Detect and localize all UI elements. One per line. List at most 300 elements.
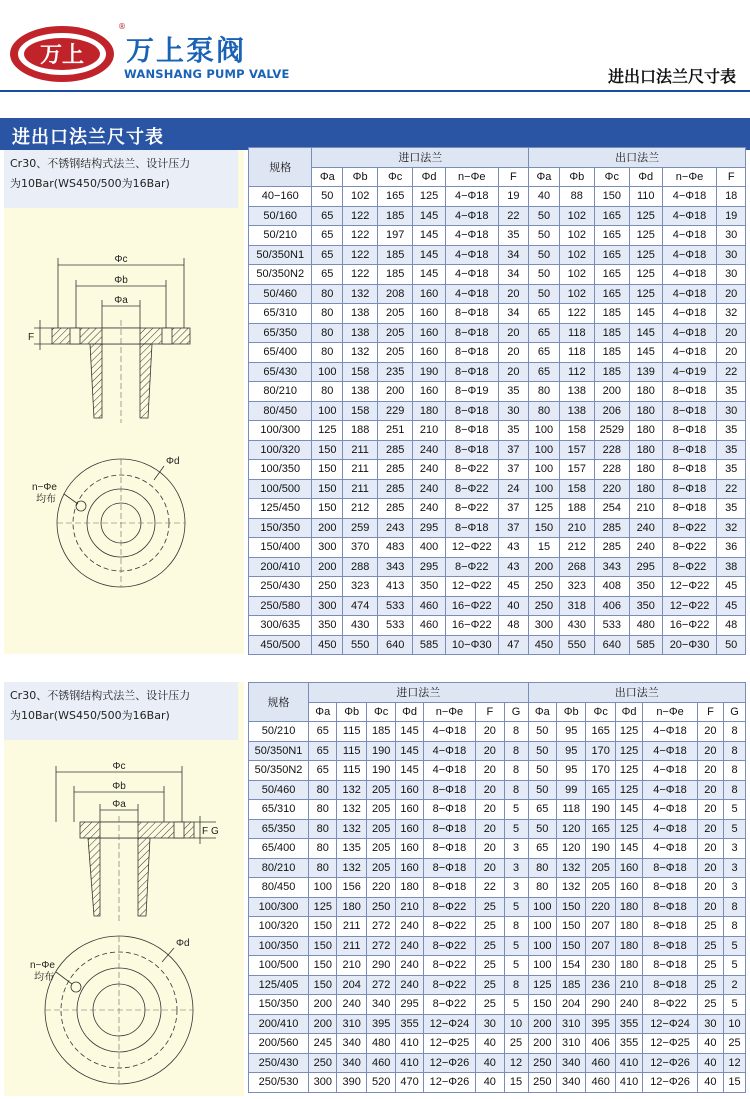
table-row bbox=[249, 362, 746, 382]
diagram2-phi-c: Φc bbox=[112, 761, 126, 772]
value-cell: 50 bbox=[529, 284, 560, 304]
value-cell: 132 bbox=[337, 780, 366, 800]
value-cell: 8−Φ22 bbox=[445, 460, 498, 480]
value-cell: 430 bbox=[343, 616, 378, 636]
value-cell: 4−Φ18 bbox=[662, 226, 717, 246]
value-cell: 8 bbox=[504, 741, 528, 761]
value-cell: 243 bbox=[378, 518, 413, 538]
value-cell: 310 bbox=[337, 1014, 366, 1034]
value-cell: 110 bbox=[629, 187, 662, 207]
value-cell: 165 bbox=[594, 284, 629, 304]
value-cell: 8−Φ18 bbox=[643, 975, 698, 995]
value-cell: 40 bbox=[476, 1073, 504, 1093]
value-cell: 150 bbox=[556, 936, 585, 956]
value-cell: 35 bbox=[717, 460, 746, 480]
value-cell: 100 bbox=[529, 421, 560, 441]
value-cell: 450 bbox=[312, 635, 343, 655]
value-cell: 65 bbox=[309, 741, 337, 761]
value-cell: 190 bbox=[366, 761, 395, 781]
value-cell: 410 bbox=[615, 1073, 642, 1093]
value-cell: 3 bbox=[724, 858, 746, 878]
value-cell: 205 bbox=[378, 304, 413, 324]
spec-cell: 65/430 bbox=[249, 362, 312, 382]
flange-diagram-2 bbox=[4, 740, 244, 1096]
spec-cell: 50/350N2 bbox=[249, 265, 312, 285]
value-cell: 185 bbox=[378, 245, 413, 265]
diagram2-f: F bbox=[202, 826, 209, 837]
value-cell: 8−Φ18 bbox=[445, 362, 498, 382]
value-cell: 200 bbox=[312, 518, 343, 538]
value-cell: 185 bbox=[556, 975, 585, 995]
value-cell: 34 bbox=[498, 265, 529, 285]
value-cell: 180 bbox=[413, 401, 446, 421]
value-cell: 250 bbox=[528, 1053, 556, 1073]
table-row bbox=[249, 936, 746, 956]
value-cell: 160 bbox=[413, 343, 446, 363]
table1-note bbox=[4, 150, 238, 208]
table-row bbox=[249, 284, 746, 304]
value-cell: 25 bbox=[476, 917, 504, 937]
value-cell: 310 bbox=[556, 1034, 585, 1054]
table-row bbox=[249, 858, 746, 878]
value-cell: 20 bbox=[697, 780, 723, 800]
value-cell: 47 bbox=[498, 635, 529, 655]
value-cell: 20 bbox=[498, 284, 529, 304]
value-cell: 285 bbox=[378, 440, 413, 460]
value-cell: 100 bbox=[312, 401, 343, 421]
table1-inlet-header: 进口法兰 bbox=[312, 148, 529, 168]
value-cell: 4−Φ18 bbox=[445, 226, 498, 246]
value-cell: 205 bbox=[366, 819, 395, 839]
value-cell: 323 bbox=[343, 577, 378, 597]
value-cell: 160 bbox=[396, 800, 423, 820]
value-cell: 340 bbox=[556, 1053, 585, 1073]
value-cell: 460 bbox=[413, 596, 446, 616]
value-cell: 250 bbox=[528, 1073, 556, 1093]
value-cell: 150 bbox=[528, 995, 556, 1015]
value-cell: 210 bbox=[413, 421, 446, 441]
value-cell: 30 bbox=[476, 1014, 504, 1034]
table2-col-header: Φc bbox=[366, 702, 395, 722]
value-cell: 220 bbox=[366, 878, 395, 898]
value-cell: 20 bbox=[697, 839, 723, 859]
value-cell: 180 bbox=[615, 936, 642, 956]
value-cell: 2529 bbox=[594, 421, 629, 441]
value-cell: 8−Φ18 bbox=[423, 819, 475, 839]
value-cell: 8 bbox=[724, 780, 746, 800]
spec-cell: 100/500 bbox=[249, 479, 312, 499]
value-cell: 80 bbox=[528, 858, 556, 878]
value-cell: 290 bbox=[366, 956, 395, 976]
spec-cell: 300/635 bbox=[249, 616, 312, 636]
value-cell: 8−Φ22 bbox=[423, 995, 475, 1015]
value-cell: 65 bbox=[312, 245, 343, 265]
value-cell: 408 bbox=[594, 577, 629, 597]
value-cell: 285 bbox=[378, 499, 413, 519]
table2-col-header: F bbox=[476, 702, 504, 722]
value-cell: 122 bbox=[343, 265, 378, 285]
value-cell: 285 bbox=[378, 460, 413, 480]
value-cell: 102 bbox=[559, 206, 594, 226]
value-cell: 240 bbox=[413, 479, 446, 499]
value-cell: 640 bbox=[378, 635, 413, 655]
value-cell: 460 bbox=[366, 1053, 395, 1073]
table-row bbox=[249, 323, 746, 343]
value-cell: 12−Φ22 bbox=[662, 596, 717, 616]
value-cell: 370 bbox=[343, 538, 378, 558]
value-cell: 100 bbox=[529, 440, 560, 460]
flange-table-1 bbox=[248, 147, 746, 655]
value-cell: 12−Φ22 bbox=[445, 538, 498, 558]
value-cell: 185 bbox=[594, 304, 629, 324]
value-cell: 150 bbox=[309, 956, 337, 976]
value-cell: 4−Φ18 bbox=[445, 265, 498, 285]
spec-cell: 50/460 bbox=[249, 780, 309, 800]
table-row bbox=[249, 761, 746, 781]
spec-cell: 150/350 bbox=[249, 995, 309, 1015]
value-cell: 300 bbox=[312, 596, 343, 616]
value-cell: 43 bbox=[498, 538, 529, 558]
table-row bbox=[249, 206, 746, 226]
value-cell: 125 bbox=[615, 819, 642, 839]
value-cell: 550 bbox=[559, 635, 594, 655]
value-cell: 4−Φ18 bbox=[423, 761, 475, 781]
table2-col-header: Φd bbox=[615, 702, 642, 722]
value-cell: 210 bbox=[559, 518, 594, 538]
table-row bbox=[249, 382, 746, 402]
value-cell: 12−Φ26 bbox=[643, 1073, 698, 1093]
value-cell: 4−Φ19 bbox=[662, 362, 717, 382]
value-cell: 250 bbox=[529, 577, 560, 597]
table-row bbox=[249, 304, 746, 324]
value-cell: 145 bbox=[615, 839, 642, 859]
table2-inlet-header: 进口法兰 bbox=[309, 683, 529, 703]
value-cell: 212 bbox=[559, 538, 594, 558]
value-cell: 250 bbox=[366, 897, 395, 917]
value-cell: 20 bbox=[476, 741, 504, 761]
value-cell: 8−Φ18 bbox=[423, 858, 475, 878]
value-cell: 132 bbox=[556, 878, 585, 898]
value-cell: 4−Φ18 bbox=[662, 323, 717, 343]
value-cell: 8−Φ22 bbox=[423, 956, 475, 976]
value-cell: 158 bbox=[559, 479, 594, 499]
value-cell: 240 bbox=[413, 440, 446, 460]
value-cell: 185 bbox=[366, 722, 395, 742]
value-cell: 156 bbox=[337, 878, 366, 898]
value-cell: 460 bbox=[586, 1073, 615, 1093]
value-cell: 2 bbox=[724, 975, 746, 995]
value-cell: 229 bbox=[378, 401, 413, 421]
table2-col-header: Φc bbox=[586, 702, 615, 722]
value-cell: 4−Φ18 bbox=[662, 187, 717, 207]
value-cell: 132 bbox=[556, 858, 585, 878]
spec-cell: 65/310 bbox=[249, 304, 312, 324]
table-row bbox=[249, 245, 746, 265]
value-cell: 145 bbox=[413, 226, 446, 246]
value-cell: 65 bbox=[529, 362, 560, 382]
spec-cell: 40−160 bbox=[249, 187, 312, 207]
value-cell: 80 bbox=[529, 382, 560, 402]
value-cell: 40 bbox=[697, 1034, 723, 1054]
value-cell: 220 bbox=[594, 479, 629, 499]
value-cell: 145 bbox=[413, 265, 446, 285]
value-cell: 185 bbox=[594, 343, 629, 363]
table1-col-header: Φa bbox=[529, 167, 560, 187]
table2-spec-header: 规格 bbox=[249, 683, 309, 722]
value-cell: 35 bbox=[717, 421, 746, 441]
value-cell: 8−Φ18 bbox=[643, 956, 698, 976]
value-cell: 295 bbox=[629, 557, 662, 577]
value-cell: 8−Φ22 bbox=[662, 538, 717, 558]
diagram1-phi-c: Φc bbox=[114, 254, 128, 265]
table1-col-header: Φb bbox=[343, 167, 378, 187]
spec-cell: 80/450 bbox=[249, 878, 309, 898]
value-cell: 240 bbox=[413, 460, 446, 480]
value-cell: 65 bbox=[312, 206, 343, 226]
value-cell: 350 bbox=[413, 577, 446, 597]
spec-cell: 50/460 bbox=[249, 284, 312, 304]
diagram-panel-1 bbox=[4, 150, 244, 654]
spec-cell: 50/210 bbox=[249, 226, 312, 246]
value-cell: 132 bbox=[337, 858, 366, 878]
value-cell: 300 bbox=[312, 538, 343, 558]
value-cell: 413 bbox=[378, 577, 413, 597]
value-cell: 125 bbox=[615, 741, 642, 761]
value-cell: 160 bbox=[396, 780, 423, 800]
value-cell: 180 bbox=[629, 382, 662, 402]
value-cell: 8−Φ22 bbox=[445, 557, 498, 577]
diagram2-phi-a: Φa bbox=[112, 799, 126, 810]
value-cell: 145 bbox=[629, 323, 662, 343]
value-cell: 4−Φ18 bbox=[662, 265, 717, 285]
diagram1-phi-a: Φa bbox=[114, 295, 128, 306]
value-cell: 160 bbox=[396, 839, 423, 859]
value-cell: 118 bbox=[559, 343, 594, 363]
value-cell: 8−Φ18 bbox=[662, 460, 717, 480]
value-cell: 180 bbox=[629, 460, 662, 480]
value-cell: 20 bbox=[476, 819, 504, 839]
brand-name-cn: 万上泵阀 bbox=[126, 34, 247, 67]
value-cell: 8 bbox=[504, 761, 528, 781]
value-cell: 4−Φ18 bbox=[643, 839, 698, 859]
value-cell: 50 bbox=[528, 819, 556, 839]
value-cell: 8 bbox=[504, 722, 528, 742]
value-cell: 8−Φ18 bbox=[662, 499, 717, 519]
value-cell: 50 bbox=[528, 761, 556, 781]
table2-col-header: Φd bbox=[396, 702, 423, 722]
value-cell: 8 bbox=[724, 897, 746, 917]
table-row bbox=[249, 1034, 746, 1054]
value-cell: 20 bbox=[717, 343, 746, 363]
value-cell: 35 bbox=[498, 226, 529, 246]
value-cell: 355 bbox=[615, 1034, 642, 1054]
value-cell: 132 bbox=[337, 800, 366, 820]
value-cell: 205 bbox=[366, 839, 395, 859]
value-cell: 100 bbox=[312, 362, 343, 382]
value-cell: 99 bbox=[556, 780, 585, 800]
value-cell: 50 bbox=[528, 780, 556, 800]
table2-col-header: F bbox=[697, 702, 723, 722]
diagram2-even: 均布 bbox=[34, 972, 54, 983]
value-cell: 272 bbox=[366, 936, 395, 956]
table-row bbox=[249, 839, 746, 859]
value-cell: 410 bbox=[396, 1053, 423, 1073]
spec-cell: 450/500 bbox=[249, 635, 312, 655]
value-cell: 122 bbox=[343, 245, 378, 265]
value-cell: 45 bbox=[717, 577, 746, 597]
value-cell: 12−Φ24 bbox=[643, 1014, 698, 1034]
spec-cell: 125/450 bbox=[249, 499, 312, 519]
value-cell: 40 bbox=[697, 1073, 723, 1093]
value-cell: 15 bbox=[504, 1073, 528, 1093]
value-cell: 80 bbox=[309, 858, 337, 878]
value-cell: 16−Φ22 bbox=[662, 616, 717, 636]
value-cell: 45 bbox=[717, 596, 746, 616]
value-cell: 22 bbox=[498, 206, 529, 226]
header-divider bbox=[0, 90, 750, 92]
table-row bbox=[249, 780, 746, 800]
value-cell: 65 bbox=[312, 226, 343, 246]
value-cell: 5 bbox=[724, 956, 746, 976]
value-cell: 20 bbox=[697, 897, 723, 917]
table1-col-header: n−Φe bbox=[662, 167, 717, 187]
value-cell: 8−Φ22 bbox=[662, 518, 717, 538]
value-cell: 340 bbox=[337, 1034, 366, 1054]
value-cell: 22 bbox=[476, 878, 504, 898]
value-cell: 112 bbox=[559, 362, 594, 382]
value-cell: 4−Φ18 bbox=[445, 245, 498, 265]
value-cell: 4−Φ18 bbox=[662, 284, 717, 304]
value-cell: 35 bbox=[717, 440, 746, 460]
value-cell: 125 bbox=[615, 761, 642, 781]
spec-cell: 250/430 bbox=[249, 577, 312, 597]
spec-cell: 65/400 bbox=[249, 343, 312, 363]
value-cell: 100 bbox=[529, 460, 560, 480]
diagram1-even: 均布 bbox=[36, 494, 56, 505]
value-cell: 4−Φ18 bbox=[643, 741, 698, 761]
table-row bbox=[249, 518, 746, 538]
value-cell: 25 bbox=[697, 956, 723, 976]
value-cell: 36 bbox=[717, 538, 746, 558]
value-cell: 290 bbox=[586, 995, 615, 1015]
table-row bbox=[249, 1073, 746, 1093]
spec-cell: 250/430 bbox=[249, 1053, 309, 1073]
value-cell: 205 bbox=[378, 323, 413, 343]
value-cell: 350 bbox=[629, 596, 662, 616]
value-cell: 12−Φ24 bbox=[423, 1014, 475, 1034]
value-cell: 80 bbox=[312, 304, 343, 324]
value-cell: 211 bbox=[343, 440, 378, 460]
value-cell: 165 bbox=[594, 245, 629, 265]
value-cell: 8−Φ18 bbox=[643, 878, 698, 898]
value-cell: 125 bbox=[529, 499, 560, 519]
table-row bbox=[249, 819, 746, 839]
value-cell: 8−Φ18 bbox=[423, 839, 475, 859]
value-cell: 180 bbox=[629, 440, 662, 460]
value-cell: 100 bbox=[528, 956, 556, 976]
value-cell: 24 bbox=[498, 479, 529, 499]
value-cell: 165 bbox=[586, 819, 615, 839]
table2-col-header: Φb bbox=[556, 702, 585, 722]
value-cell: 204 bbox=[337, 975, 366, 995]
spec-cell: 200/410 bbox=[249, 1014, 309, 1034]
table1-col-header: Φd bbox=[629, 167, 662, 187]
value-cell: 236 bbox=[586, 975, 615, 995]
value-cell: 520 bbox=[366, 1073, 395, 1093]
value-cell: 8−Φ18 bbox=[662, 382, 717, 402]
value-cell: 205 bbox=[586, 858, 615, 878]
value-cell: 35 bbox=[498, 421, 529, 441]
value-cell: 125 bbox=[309, 897, 337, 917]
value-cell: 20 bbox=[476, 722, 504, 742]
value-cell: 180 bbox=[629, 421, 662, 441]
table-row bbox=[249, 1053, 746, 1073]
value-cell: 115 bbox=[337, 722, 366, 742]
value-cell: 550 bbox=[343, 635, 378, 655]
value-cell: 20 bbox=[498, 323, 529, 343]
value-cell: 8−Φ18 bbox=[445, 421, 498, 441]
value-cell: 406 bbox=[594, 596, 629, 616]
value-cell: 100 bbox=[309, 878, 337, 898]
diagram2-phi-b: Φb bbox=[112, 781, 126, 792]
value-cell: 20 bbox=[697, 741, 723, 761]
value-cell: 483 bbox=[378, 538, 413, 558]
value-cell: 12 bbox=[504, 1053, 528, 1073]
value-cell: 180 bbox=[629, 401, 662, 421]
value-cell: 8−Φ18 bbox=[662, 401, 717, 421]
value-cell: 30 bbox=[717, 401, 746, 421]
value-cell: 150 bbox=[312, 460, 343, 480]
value-cell: 3 bbox=[724, 839, 746, 859]
value-cell: 240 bbox=[396, 917, 423, 937]
value-cell: 115 bbox=[337, 741, 366, 761]
value-cell: 145 bbox=[396, 741, 423, 761]
table-row bbox=[249, 577, 746, 597]
value-cell: 20 bbox=[697, 722, 723, 742]
spec-cell: 50/350N1 bbox=[249, 245, 312, 265]
value-cell: 8−Φ18 bbox=[445, 343, 498, 363]
value-cell: 240 bbox=[396, 936, 423, 956]
value-cell: 180 bbox=[615, 917, 642, 937]
value-cell: 30 bbox=[697, 1014, 723, 1034]
table1-col-header: F bbox=[498, 167, 529, 187]
value-cell: 125 bbox=[615, 780, 642, 800]
spec-cell: 80/450 bbox=[249, 401, 312, 421]
value-cell: 34 bbox=[498, 304, 529, 324]
value-cell: 165 bbox=[586, 780, 615, 800]
value-cell: 220 bbox=[586, 897, 615, 917]
value-cell: 22 bbox=[717, 479, 746, 499]
value-cell: 250 bbox=[312, 577, 343, 597]
value-cell: 8−Φ18 bbox=[445, 401, 498, 421]
value-cell: 150 bbox=[594, 187, 629, 207]
value-cell: 235 bbox=[378, 362, 413, 382]
value-cell: 15 bbox=[529, 538, 560, 558]
table2-header-row-2 bbox=[249, 702, 746, 722]
table1-header-row-1 bbox=[249, 148, 746, 168]
table1-col-header: Φc bbox=[594, 167, 629, 187]
value-cell: 5 bbox=[504, 897, 528, 917]
value-cell: 132 bbox=[343, 284, 378, 304]
value-cell: 80 bbox=[309, 839, 337, 859]
value-cell: 200 bbox=[528, 1014, 556, 1034]
spec-cell: 200/560 bbox=[249, 1034, 309, 1054]
value-cell: 20 bbox=[476, 800, 504, 820]
value-cell: 268 bbox=[559, 557, 594, 577]
value-cell: 20 bbox=[476, 839, 504, 859]
value-cell: 12−Φ25 bbox=[423, 1034, 475, 1054]
table-row bbox=[249, 187, 746, 207]
